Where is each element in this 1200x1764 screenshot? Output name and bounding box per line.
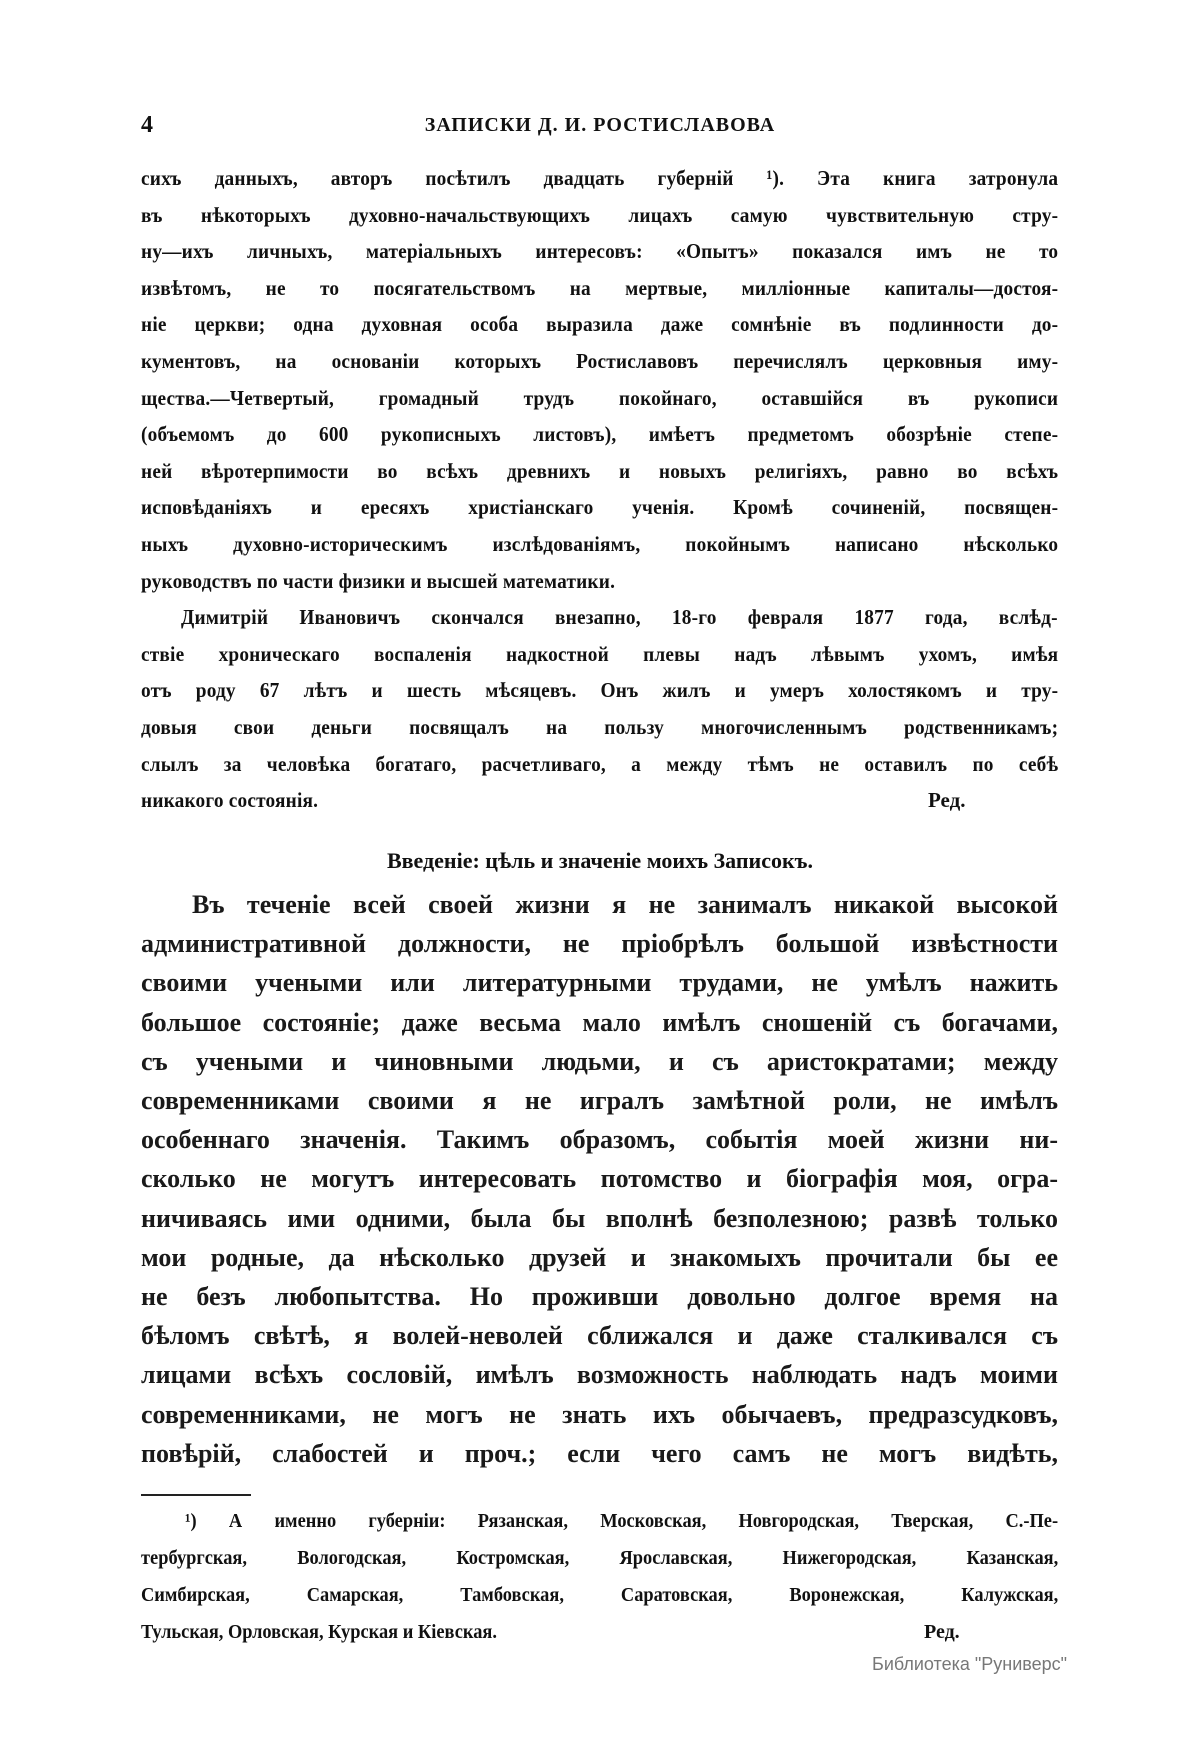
preface-line: (объемомъ до 600 рукописныхъ листовъ), имѣетъ предметомъ обозрѣніе степе- bbox=[141, 422, 1059, 447]
preface-line: отъ роду 67 лѣтъ и шесть мѣсяцевъ. Онъ жилъ и умеръ холостякомъ и тру- bbox=[141, 678, 1059, 703]
body-line: Въ теченіе всей своей жизни я не занималъ никакой высокой bbox=[192, 890, 1058, 919]
preface-line: ну—ихъ личныхъ, матеріальныхъ интересовъ: «Опытъ» показался имъ не то bbox=[141, 239, 1059, 264]
running-title: ЗАПИСКИ Д. И. РОСТИСЛАВОВА bbox=[424, 114, 776, 136]
preface-line: кументовъ, на основаніи которыхъ Ростиславовъ перечислялъ церковныя иму- bbox=[141, 349, 1059, 373]
body-line: мои родные, да нѣсколько друзей и знакомыхъ прочитали бы ее bbox=[141, 1242, 1058, 1272]
preface-line: ныхъ духовно-историческимъ изслѣдованіямъ, покойнымъ написано нѣсколько bbox=[141, 532, 1059, 556]
preface-line: Димитрій Ивановичъ скончался внезапно, 18-го февраля 1877 года, вслѣд- bbox=[181, 605, 1058, 630]
section-title: Введеніе: цѣль и значеніе моихъ Записокъ. bbox=[387, 848, 813, 873]
footnote-rule bbox=[141, 1494, 251, 1496]
preface-line: въ нѣкоторыхъ духовно-начальствующихъ лицахъ самую чувствительную стру- bbox=[141, 202, 1059, 227]
footnote-line: Симбирская, Самарская, Тамбовская, Саратовская, Воронежская, Калужская, bbox=[141, 1584, 1059, 1606]
footnote-line: Тульская, Орловская, Курская и Кіевская. bbox=[141, 1621, 497, 1643]
body-line: не безъ любопытства. Но проживши довольно долгое время на bbox=[141, 1282, 1058, 1311]
body-line: ничиваясь ими одними, была бы вполнѣ безполезною; развѣ только bbox=[141, 1203, 1058, 1233]
preface-line: сихъ данныхъ, авторъ посѣтилъ двадцать губерній ¹). Эта книга затронула bbox=[141, 166, 1059, 190]
body-line: современниками, не могъ не знать ихъ обычаевъ, предразсудковъ, bbox=[141, 1399, 1058, 1429]
body-line: административной должности, не пріобрѣлъ большой извѣстности bbox=[141, 929, 1058, 959]
library-watermark: Библиотека "Руниверс" bbox=[872, 1654, 1068, 1674]
preface-signature: Ред. bbox=[928, 788, 966, 812]
preface-line: слылъ за человѣка богатаго, расчетливаго, а между тѣмъ не оставилъ по себѣ bbox=[141, 751, 1059, 776]
preface-line: довыя свои деньги посвящалъ на пользу многочисленнымъ родственникамъ; bbox=[141, 715, 1059, 739]
body-line: своими учеными или литературными трудами, не умѣлъ нажить bbox=[141, 968, 1058, 998]
body-line: особеннаго значенія. Такимъ образомъ, событія моей жизни ни- bbox=[141, 1125, 1058, 1155]
footnote-line: ¹) А именно губерніи: Рязанская, Московская, Новгородская, Тверская, С.-Пе- bbox=[185, 1510, 1059, 1532]
body-line: съ учеными и чиновными людьми, и съ аристократами; между bbox=[141, 1046, 1058, 1076]
preface-line: руководствъ по части физики и высшей математики. bbox=[141, 568, 616, 593]
page-number: 4 bbox=[141, 112, 153, 138]
footnote-signature: Ред. bbox=[924, 1621, 960, 1643]
preface-line: исповѣданіяхъ и ересяхъ христіанскаго ученія. Кромѣ сочиненій, посвящен- bbox=[141, 495, 1059, 520]
body-line: большое состояніе; даже весьма мало имѣлъ сношеній съ богачами, bbox=[141, 1007, 1058, 1037]
footnote-line: тербургская, Вологодская, Костромская, Ярославская, Нижегородская, Казанская, bbox=[141, 1547, 1059, 1569]
body-line: современниками своими я не игралъ замѣтной роли, не имѣлъ bbox=[141, 1086, 1058, 1115]
body-line: лицами всѣхъ сословій, имѣлъ возможность наблюдать надъ моими bbox=[141, 1360, 1058, 1390]
body-line: сколько не могутъ интересовать потомство и біографія моя, огра- bbox=[141, 1164, 1058, 1194]
preface-line: никакого состоянія. bbox=[141, 788, 319, 813]
preface-line: ствіе хроническаго воспаленія надкостной плевы надъ лѣвымъ ухомъ, имѣя bbox=[141, 641, 1059, 666]
body-line: бѣломъ свѣтѣ, я волей-неволей сближался и даже сталкивался съ bbox=[141, 1321, 1058, 1351]
body-line: повѣрій, слабостей и проч.; если чего самъ не могъ видѣть, bbox=[141, 1438, 1058, 1468]
preface-line: щества.—Четвертый, громадный трудъ покойнаго, оставшійся въ рукописи bbox=[141, 385, 1059, 410]
preface-line: ніе церкви; одна духовная особа выразила даже сомнѣніе въ подлинности до- bbox=[141, 312, 1059, 337]
preface-line: извѣтомъ, не то посягательствомъ на мертвые, милліонные капиталы—достоя- bbox=[141, 275, 1059, 300]
preface-line: ней вѣротерпимости во всѣхъ древнихъ и новыхъ религіяхъ, равно во всѣхъ bbox=[141, 458, 1059, 483]
